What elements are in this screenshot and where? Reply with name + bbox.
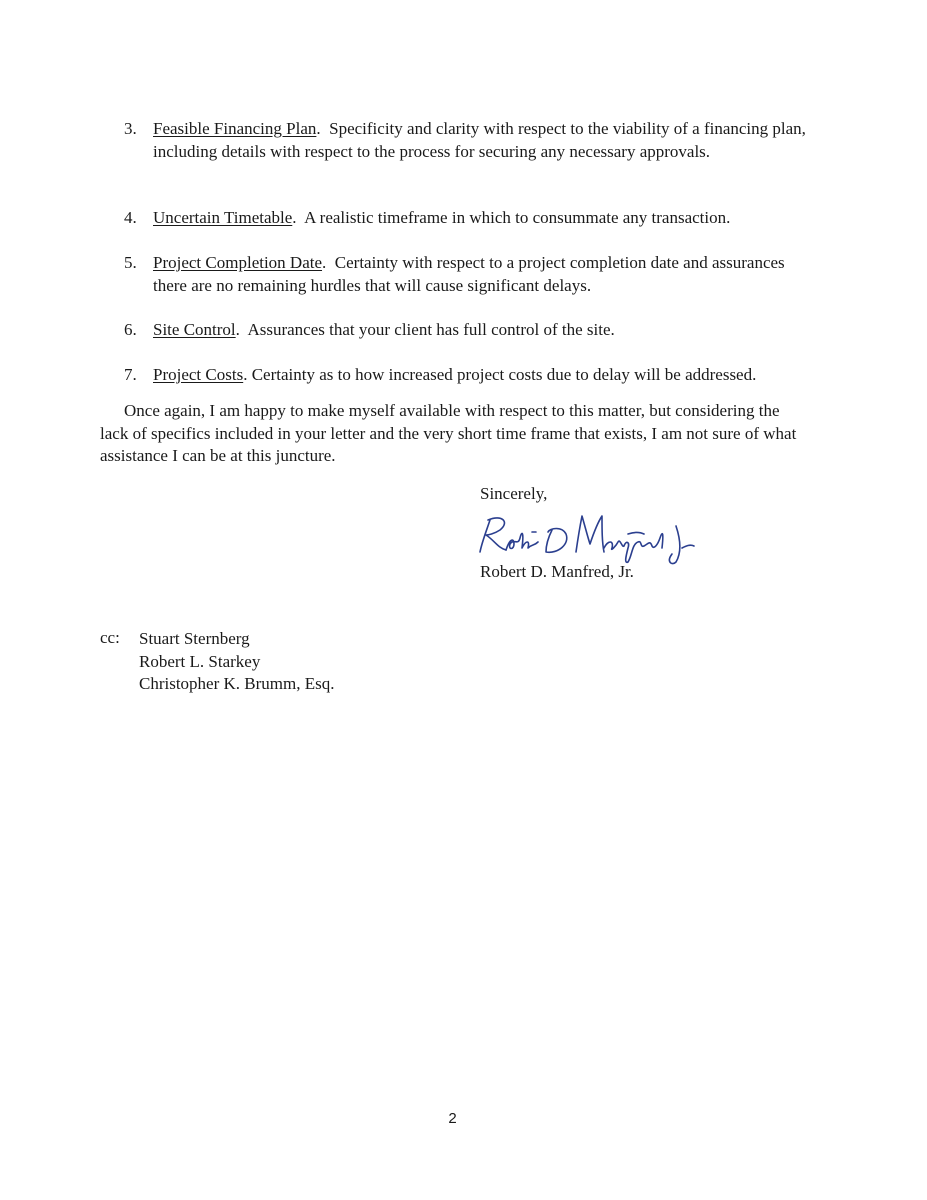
list-item-heading: Uncertain Timetable [153, 208, 293, 227]
list-item-text: Assurances that your client has full control of the site. [247, 320, 615, 339]
signer-name: Robert D. Manfred, Jr. [480, 562, 634, 581]
list-item-text: Certainty with respect to a project completion date and assurances there are no remaining hurdles that will cause significant delays. [153, 253, 785, 295]
cc-recipient: Christopher K. Brumm, Esq. [139, 674, 335, 693]
list-item-5: 5. Project Completion Date. Certainty with respect to a project completion date and assurances there are no remaining hurdles that will cause significant delays. [124, 253, 785, 295]
list-item-text: Specificity and clarity with respect to the viability of a financing plan, including details with respect to the process for securing any necessary approvals. [153, 119, 806, 161]
list-item-number: 5. [124, 253, 137, 272]
list-item-text: Certainty as to how increased project costs due to delay will be addressed. [251, 365, 757, 384]
list-item-number: 7. [124, 365, 137, 384]
list-item-7: 7. Project Costs. Certainty as to how increased project costs due to delay will be addressed. [124, 364, 814, 387]
list-item-number: 4. [124, 208, 137, 227]
cc-recipient: Stuart Sternberg [139, 629, 250, 648]
list-item-number: 6. [124, 320, 137, 339]
list-item-6: 6. Site Control. Assurances that your client has full control of the site. [124, 319, 814, 342]
closing-salutation: Sincerely, [480, 484, 548, 503]
list-item-text: A realistic timeframe in which to consummate any transaction. [304, 208, 731, 227]
list-item-4: 4. Uncertain Timetable. A realistic timeframe in which to consummate any transaction. [124, 207, 814, 230]
list-item-heading: Feasible Financing Plan [153, 119, 317, 138]
list-item-heading: Project Completion Date [153, 253, 323, 272]
cc-recipients [139, 628, 335, 696]
handwritten-signature [468, 508, 708, 568]
list-item-heading: Project Costs [153, 365, 244, 384]
list-item-heading: Site Control [153, 320, 236, 339]
page-number: 2 [448, 1110, 457, 1127]
list-item-number: 3. [124, 119, 137, 138]
cc-recipient: Robert L. Starkey [139, 651, 261, 671]
list-item-3: 3. Feasible Financing Plan. Specificity and clarity with respect to the viability of a financing plan, including details with respect to the process for securing any necessary approvals. [124, 119, 806, 161]
cc-label: cc: [100, 628, 120, 647]
closing-paragraph: Once again, I am happy to make myself available with respect to this matter, but considering the lack of specifics included in your letter and the very short time frame that exists, I am not sure of what assistance I can be at this juncture. [100, 401, 797, 465]
